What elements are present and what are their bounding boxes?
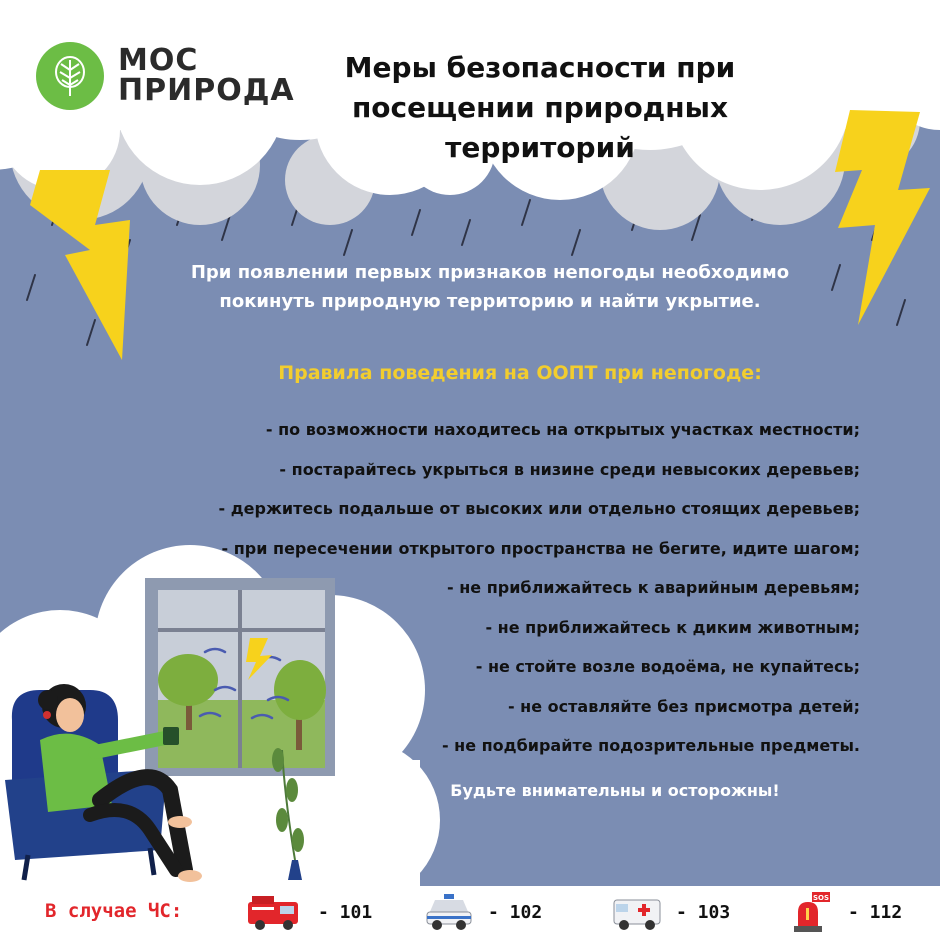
emergency-number-police: - 102 [488,902,543,923]
emergency-number-sos: - 112 [848,902,903,923]
rule-item: - не стойте возле водоёма, не купайтесь; [475,657,860,676]
title-line-3: территорий [445,131,635,164]
brand-line-2: ПРИРОДА [118,73,295,108]
intro-line-1: При появлении первых признаков непогоды необходимо [190,262,790,283]
fire-truck-icon [244,892,302,932]
tree-logo-icon [36,42,104,110]
intro-text [100,258,880,316]
rule-item: - постарайтесь укрыться в низине среди невысоких деревьев; [279,459,860,479]
police-car-icon [425,892,473,932]
intro-line-2: покинуть природную территорию и найти укрытие. [219,291,761,312]
brand-name [118,43,295,108]
rule-item: - держитесь подальше от высоких или отдельно стоящих деревьев; [218,499,860,518]
emergency-number-ambulance: - 103 [676,902,731,923]
ambulance-icon [612,892,662,932]
title-line-2: посещении природных [351,91,729,124]
rules-heading: Правила поведения на ООПТ при непогоде: [278,362,762,384]
brand-logo [36,42,295,110]
emergency-footer [0,886,940,940]
page-title [320,48,760,168]
emergency-number-fire: - 101 [318,902,373,923]
rule-item: - не приближайтесь к диким животным; [485,617,860,637]
brand-line-1: МОС [118,43,199,78]
rule-item: - не оставляйте без присмотра детей; [507,696,860,716]
sos-siren-icon [790,892,834,934]
emergency-label: В случае ЧС: [45,900,183,922]
svg-text:SOS: SOS [812,894,830,902]
rule-item: - по возможности находитесь на открытых участках местности; [265,420,860,439]
title-line-1: Меры безопасности при [344,51,736,84]
rule-item: - при пересечении открытого пространства не бегите, идите шагом; [221,538,860,558]
rule-item: - не подбирайте подозрительные предметы. [441,736,860,755]
closing-text: Будьте внимательны и осторожны! [450,781,780,800]
rules-list [140,410,860,766]
rule-item: - не приближайтесь к аварийным деревьям; [447,578,860,597]
